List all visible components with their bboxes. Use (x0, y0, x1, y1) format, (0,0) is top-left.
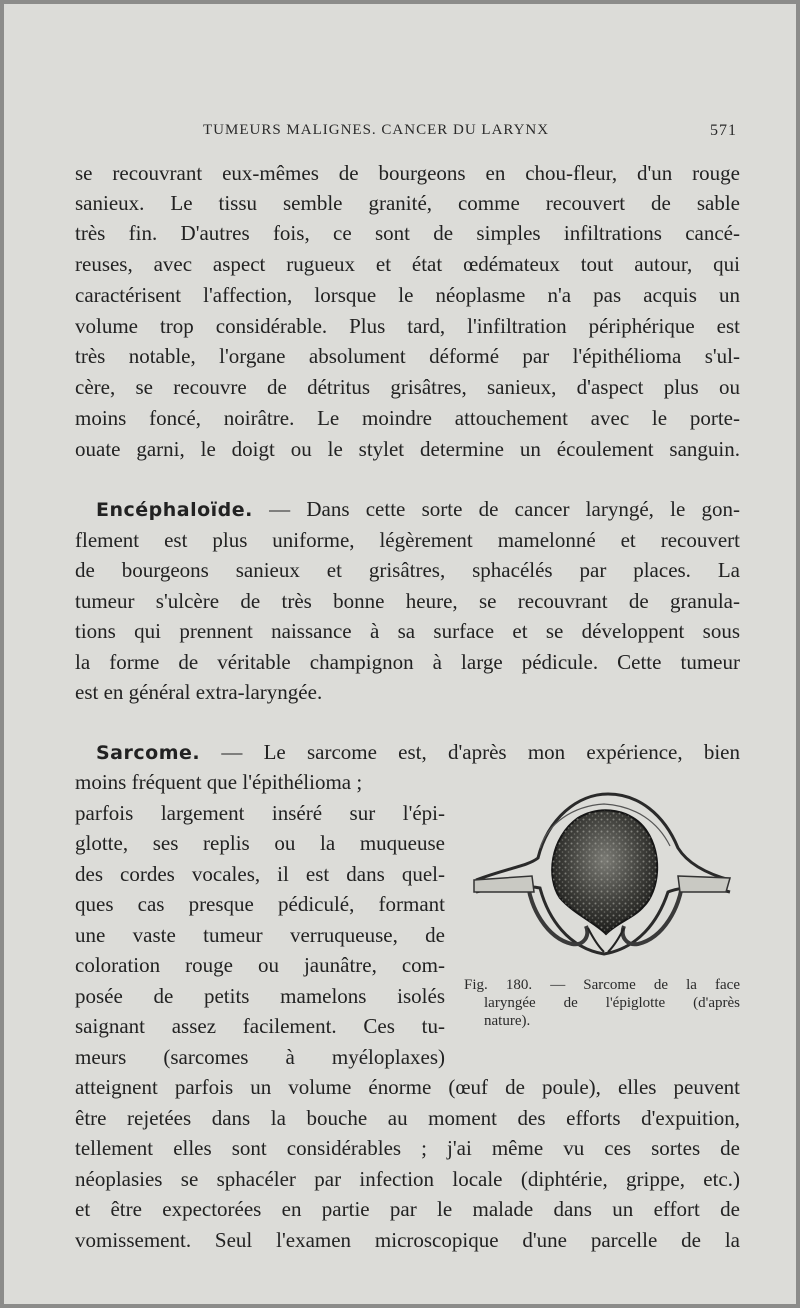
page-number: 571 (710, 122, 737, 139)
text-line: atteignent parfois un volume énorme (œuf de poule), elles peuvent (75, 1075, 740, 1099)
text-line: très notable, l'organe absolument déformé par l'épithélioma s'ul- (75, 344, 740, 368)
text-line: tumeur s'ulcère de très bonne heure, se recouvrant de granula- (75, 589, 740, 613)
text-line: moins fréquent que l'épithélioma ; (75, 770, 363, 794)
text-line: ques cas presque pédiculé, formant (75, 892, 445, 916)
text-line: flement est plus uniforme, légèrement mamelonné et recouvert (75, 528, 740, 552)
text-line: ouate garni, le doigt ou le stylet determine un écoulement sanguin. (75, 437, 740, 461)
text-line: parfois largement inséré sur l'épi- (75, 801, 445, 825)
figure-caption (464, 976, 740, 1030)
text-line: vomissement. Seul l'examen microscopique d'une parcelle de la (75, 1228, 740, 1252)
text-line: posée de petits mamelons isolés (75, 984, 445, 1008)
caption-line: Fig. 180. — Sarcome de la face (464, 977, 740, 993)
text-line: des cordes vocales, il est dans quel- (75, 862, 445, 886)
paragraph-first-line: Sarcome. — Le sarcome est, d'après mon expérience, bien (96, 740, 740, 764)
caption-line: nature). (484, 1013, 531, 1029)
text-line: sanieux. Le tissu semble granité, comme recouvert de sable (75, 191, 740, 215)
text-line: une vaste tumeur verruqueuse, de (75, 923, 445, 947)
text-line: glotte, ses replis ou la muqueuse (75, 831, 445, 855)
text-line: saignant assez facilement. Ces tu- (75, 1014, 445, 1038)
text-line: et être expectorées en partie par le malade dans un effort de (75, 1197, 740, 1221)
running-header (0, 118, 800, 148)
caption-line: laryngée de l'épiglotte (d'après (484, 995, 740, 1011)
text-line: tellement elles sont considérables ; j'ai même vu ces sortes de (75, 1136, 740, 1160)
text-line: moins foncé, noirâtre. Le moindre attouchement avec le porte- (75, 406, 740, 430)
text-line: cère, se recouvre de détritus grisâtres, sanieux, d'aspect plus ou (75, 375, 740, 399)
text-line: reuses, avec aspect rugueux et état œdémateux tout autour, qui (75, 252, 740, 276)
text-line: caractérisent l'affection, lorsque le néoplasme n'a pas acquis un (75, 283, 740, 307)
sarcoma-epiglottis-illustration (468, 788, 734, 960)
text-line: coloration rouge ou jaunâtre, com- (75, 953, 445, 977)
text-line: volume trop considérable. Plus tard, l'infiltration périphérique est (75, 314, 740, 338)
paragraph-first-line: Encéphaloïde. — Dans cette sorte de cancer laryngé, le gon- (96, 497, 740, 521)
text-line: être rejetées dans la bouche au moment des efforts d'expuition, (75, 1106, 740, 1130)
text-line: néoplasies se sphacéler par infection locale (diphtérie, grippe, etc.) (75, 1167, 740, 1191)
section-heading-sarcome: Sarcome. (96, 742, 201, 764)
text-line: se recouvrant eux-mêmes de bourgeons en chou-fleur, d'un rouge (75, 161, 740, 185)
text-line: meurs (sarcomes à myéloplaxes) (75, 1045, 445, 1069)
text-line: tions qui prennent naissance à sa surface et se développent sous (75, 619, 740, 643)
text-line: la forme de véritable champignon à large pédicule. Cette tumeur (75, 650, 740, 674)
text-line: très fin. D'autres fois, ce sont de simples infiltrations cancé- (75, 221, 740, 245)
text-line: est en général extra-laryngée. (75, 680, 323, 704)
text-line: de bourgeons sanieux et grisâtres, sphacélés par places. La (75, 558, 740, 582)
running-title: TUMEURS MALIGNES. CANCER DU LARYNX (203, 122, 550, 138)
section-heading-encephaloide: Encéphaloïde. (96, 499, 253, 521)
